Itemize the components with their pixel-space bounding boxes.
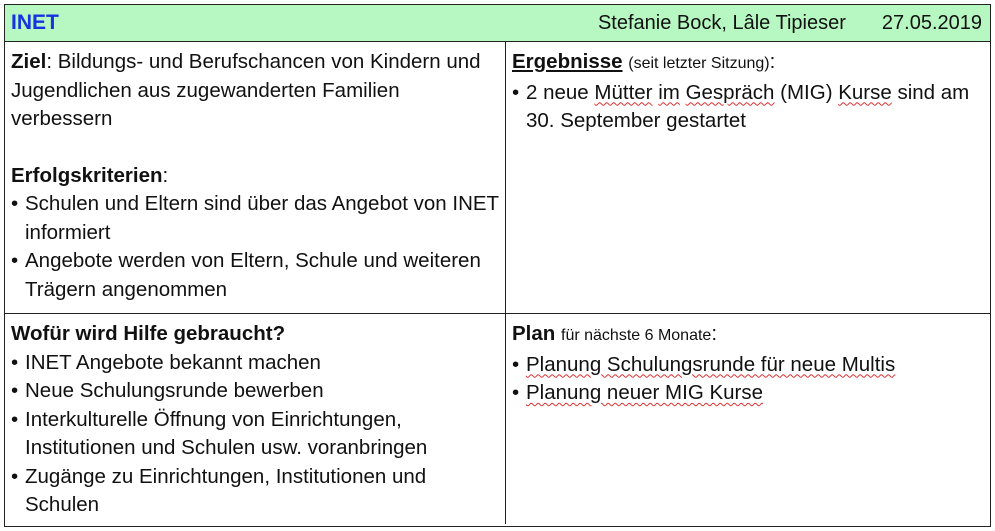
results-cell — [506, 42, 990, 314]
plan-list — [512, 351, 984, 408]
goal-label: Ziel — [11, 50, 47, 73]
bullet-icon: • — [11, 379, 19, 402]
criteria-list — [11, 190, 499, 304]
goal-cell — [5, 42, 506, 314]
list-item: • Schulen und Eltern sind über das Angebot von INET informiert — [11, 192, 499, 244]
results-note: (seit letzter Sitzung) — [628, 55, 770, 72]
plan-colon: : — [711, 322, 718, 345]
plan-cell — [506, 314, 990, 524]
responsible-names: Stefanie Bock, Lâle Tipieser — [597, 11, 846, 34]
goal-paragraph — [11, 48, 499, 134]
bullet-icon: • — [11, 407, 19, 431]
goal-colon: : — [46, 50, 53, 73]
list-item: • Zugänge zu Einrichtungen, Institutionen und Schulen — [11, 464, 427, 516]
criteria-colon: : — [162, 163, 169, 187]
bullet-icon: • — [512, 352, 520, 376]
list-item: • Planung neuer MIG Kurse — [512, 379, 984, 408]
results-label: Ergebnisse — [512, 50, 623, 73]
project-title: INET — [11, 11, 59, 34]
bullet-icon: • — [512, 381, 520, 404]
bullet-icon: • — [11, 192, 19, 215]
project-sheet — [4, 4, 991, 527]
plan-label: Plan — [512, 322, 556, 345]
content-grid — [5, 42, 990, 526]
help-cell — [5, 314, 506, 524]
results-colon: : — [769, 50, 776, 73]
list-item: • Interkulturelle Öffnung von Einrichtungen, Institutionen und Schulen usw. voranbringen — [11, 407, 428, 459]
bullet-icon: • — [512, 80, 520, 104]
list-item: • INET Angebote bekannt machen — [11, 349, 499, 378]
criteria-label: Erfolgskriterien — [11, 163, 163, 187]
document-date: 27.05.2019 — [881, 11, 982, 34]
criteria-heading — [11, 162, 499, 191]
bullet-icon: • — [11, 249, 19, 272]
list-item: • Planung Schulungsrunde für neue Multis — [512, 351, 984, 380]
help-list — [11, 349, 499, 520]
header-meta — [598, 12, 982, 35]
results-heading — [512, 48, 984, 79]
list-item: • 2 neue Mütter im Gespräch (MIG) Kurse sind am 30. September gestartet — [512, 80, 970, 132]
list-item: • Neue Schulungsrunde bewerben — [11, 377, 499, 406]
bullet-icon: • — [11, 464, 19, 488]
list-item: • Angebote werden von Eltern, Schule und weiteren Trägern angenommen — [11, 249, 481, 301]
plan-heading — [512, 320, 984, 351]
header-bar — [5, 5, 990, 42]
bullet-icon: • — [11, 350, 19, 374]
results-list — [512, 79, 984, 136]
help-label: Wofür wird Hilfe gebraucht? — [11, 322, 286, 345]
goal-text: Bildungs- und Berufschancen von Kindern und Jugendlichen aus zugewanderten Familien verbessern — [11, 50, 481, 130]
plan-note: für nächste 6 Monate — [561, 327, 712, 344]
